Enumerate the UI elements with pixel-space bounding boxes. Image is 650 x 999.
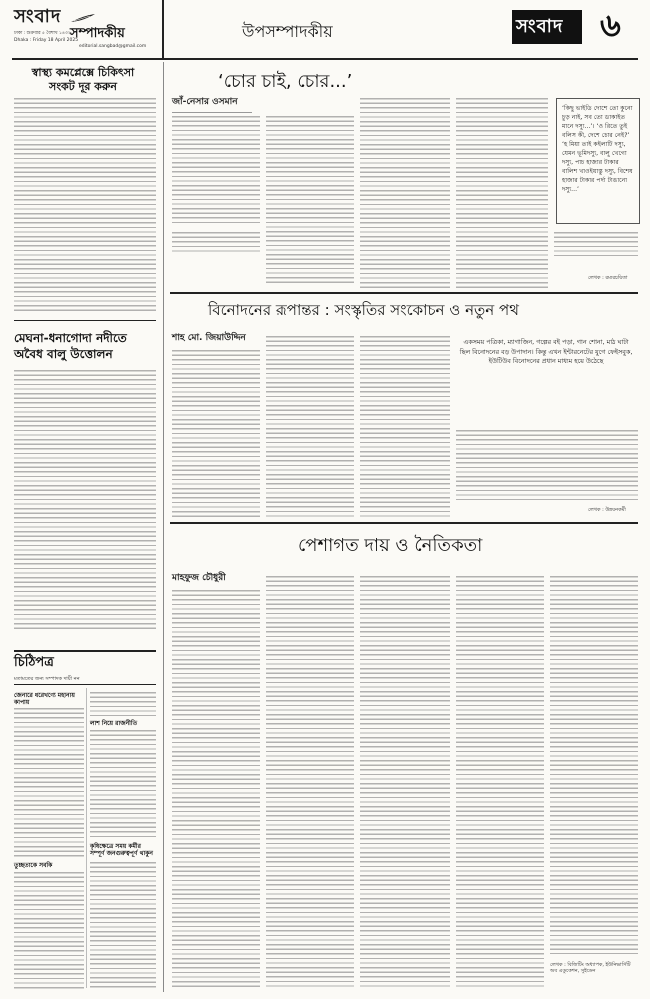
letter-2-title: লাশ নিয়ে রাজনীতি (90, 720, 138, 727)
section-title-editorial: সম্পাদকীয় (70, 26, 125, 41)
letters-column-divider (86, 688, 87, 988)
article-2-col-2 (266, 336, 354, 518)
letters-subheader: মতামতের জন্য সম্পাদক দায়ী নন (14, 676, 80, 682)
date-line: ঢাকা : শুক্রবার ৫ বৈশাখ ১৪৩২ (14, 31, 71, 36)
article-3-author: মাহফুজ চৌধুরী (172, 573, 226, 583)
article-3-title: পেশাগত দায় ও নৈতিকতা (298, 535, 483, 556)
letter-2-body (90, 730, 156, 838)
article-1-col-3 (360, 98, 450, 288)
article-3-credit: লেখক : বিজিটিং অধ্যাপক, ইউনিভার্সিটি অব এডুকেশন, সুইডেন (550, 962, 631, 974)
letters-header: চিঠিপত্র (14, 655, 54, 670)
section-title-op-ed: উপসম্পাদকীয় (242, 22, 333, 41)
masthead-logo-left: সংবাদ (14, 6, 62, 27)
article-1-title: ‘চোর চাই, চোর...’ (218, 71, 353, 92)
article-1-col-5-bottom (554, 232, 638, 256)
article-2-col-1 (172, 350, 260, 518)
editorial-1-title: স্বাস্থ্য কমপ্লেক্সে চিকিৎসা সংকট দূর করুন (31, 66, 135, 93)
dateline-en: Dhaka : Friday 18 April 2025 (14, 38, 79, 43)
article-2-pullquote: একসময় পত্রিকা, ম্যাগাজিন, গল্পের বই পড়া, গান শোনা, মাঠ ঘাটা ছিল বিনোদনের বড় উপাদান। কিন্তু এখন ইন্টারনেটের যুগে ফেইসবুক, ইউটিউব বিনোদনের প্রধান মাধ্যম হয়ে উঠেছে (459, 338, 633, 365)
article-2-bottom-rule (170, 522, 638, 524)
letter-4-title: কৃষিক্ষেত্রে সময় কর্মীর সম্পূর্ণ জনগুরুত্বপূর্ণ থাকুন (90, 843, 153, 857)
editorial-separator (14, 320, 156, 321)
letter-1-body (14, 708, 84, 858)
editorial-2-body (14, 370, 156, 632)
article-1-credit: লেখক : রম্যরচয়িতা (588, 275, 628, 281)
left-column-divider (163, 62, 164, 992)
article-2-col-4 (456, 430, 638, 500)
letter-4-body (90, 862, 156, 990)
editorial-2-title: মেঘনা-ধনাগোদা নদীতে অবৈধ বালু উত্তোলন (14, 331, 127, 361)
letter-3-title: তুচ্ছতাকে সবকি (14, 862, 53, 869)
article-2-title: বিনোদনের রূপান্তর : সংস্কৃতির সংকোচন ও নতুন পথ (208, 301, 519, 319)
letters-top-rule (14, 650, 156, 652)
masthead-bottom-rule (12, 58, 638, 60)
article-1-col-4 (456, 98, 548, 288)
article-1-col-1b (172, 232, 260, 254)
logo-box-right (512, 10, 582, 44)
article-1-bottom-rule (170, 292, 638, 294)
masthead (0, 0, 650, 72)
masthead-divider (162, 0, 164, 58)
article-2-col-3 (360, 336, 450, 518)
article-2-author: শাহ মো. জিয়াউদ্দিন (172, 333, 246, 343)
article-2-credit: লেখক : উন্নয়নকর্মী (588, 507, 626, 513)
article-1-pullquote: ‘কিছু ভাইডি দোশে তো কুনো চুড় নাই, সব তো ডাকাইত মানে দস্যু...’। ‘ও রিতে তুই বলিস কী, দেশে চোর নেই?’ ‘হ মিয়া তাই কইলাটি দস্যু, যেমন ভূমিদস্যু, বালু খেগো দস্যু, পাচ হাজার টাকার বালিশ খাওইয়াস্তু দস্যু, বিশেষ হাজার টাকার পর্দা টাঙানো দস্যু...’ (562, 105, 633, 193)
article-1-author: জাঁ-নেসার ওসমান (172, 97, 238, 107)
article-3-col-5 (550, 576, 638, 954)
editorial-email[interactable]: editorial.sangbad@gmail.com (79, 44, 147, 49)
letters-sub-rule (14, 684, 156, 685)
article-1-col-1 (172, 116, 260, 226)
letter-3-body (14, 872, 84, 990)
letter-1-signature (90, 692, 156, 716)
article-3-col-4 (456, 576, 544, 988)
letter-1-title: জেনারে ধরেখণ্যে মহানায় কাপায় (14, 692, 75, 706)
article-3-col-1 (172, 590, 260, 988)
editorial-1-body (14, 98, 156, 312)
quill-icon (70, 13, 96, 23)
masthead-logo-right: সংবাদ (516, 16, 564, 37)
article-1-byline-rule (172, 112, 252, 113)
article-3-col-2 (266, 576, 354, 988)
page-number: ৬ (600, 6, 621, 44)
article-1-col-2 (266, 116, 354, 286)
article-3-col-3 (360, 576, 450, 988)
